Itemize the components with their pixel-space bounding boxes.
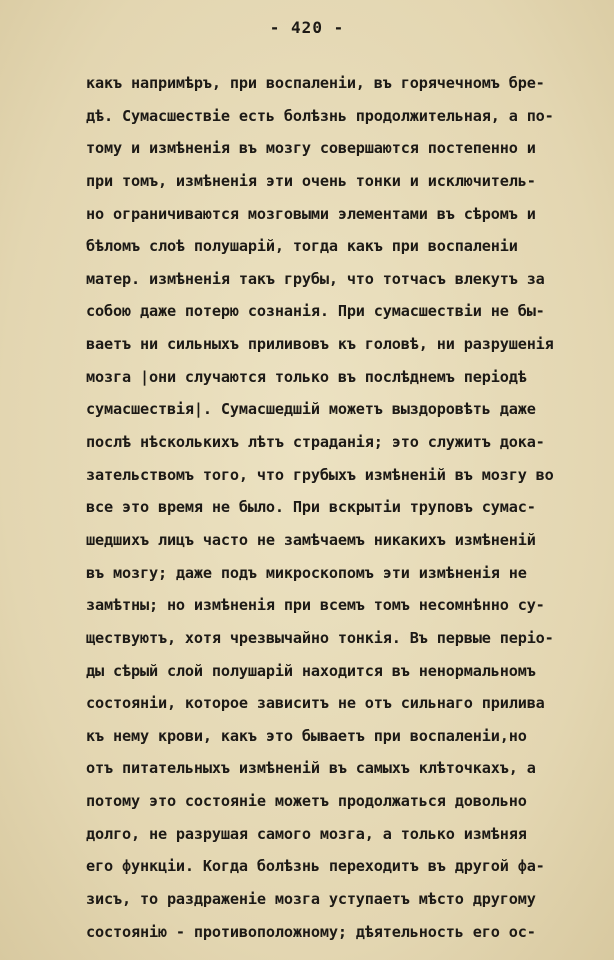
- text-line: тому и измѣненiя въ мозгу совершаются постепенно и: [86, 139, 536, 158]
- text-line: но ограничиваются мозговыми элементами въ сѣромъ и: [86, 204, 536, 223]
- text-line: ды сѣрый слой полушарiй находится въ ненормальномъ: [86, 661, 536, 680]
- text-line: матер. измѣненiя такъ грубы, что тотчасъ влекутъ за: [86, 269, 545, 288]
- text-line: долго, не разрушая самого мозга, а только измѣняя: [86, 824, 527, 843]
- body-text: [86, 71, 554, 952]
- text-line: замѣтны; но измѣненiя при всемъ томъ несомнѣнно су-: [86, 596, 545, 615]
- page-number: - 420 -: [269, 18, 345, 37]
- text-line: какъ напримѣръ, при воспаленiи, въ горячечномъ бре-: [86, 74, 545, 92]
- text-line: собою даже потерю сознанiя. При сумасшествiи не бы-: [86, 302, 545, 321]
- text-line: бѣломъ слоѣ полушарiй, тогда какъ при воспаленiи: [86, 237, 518, 256]
- text-line: ваетъ ни сильныхъ приливовъ къ головѣ, ни разрушенiя: [86, 335, 554, 354]
- text-line: отъ питательныхъ измѣненiй въ самыхъ клѣточкахъ, а: [86, 759, 536, 778]
- text-line: къ нему крови, какъ это бываетъ при воспаленiи,но: [86, 726, 527, 745]
- text-line: его функцiи. Когда болѣзнь переходитъ въ другой фа-: [86, 857, 545, 876]
- text-line: зисъ, то раздраженiе мозга уступаетъ мѣсто другому: [86, 890, 536, 909]
- text-line: зательствомъ того, что грубыхъ измѣненiй въ мозгу во: [86, 465, 554, 484]
- text-line: въ мозгу; даже подъ микроскопомъ эти измѣненiя не: [86, 563, 527, 582]
- text-line: при томъ, измѣненiя эти очень тонки и исключитель-: [86, 171, 536, 190]
- text-line: ществуютъ, хотя чрезвычайно тонкiя. Въ первые перiо-: [86, 628, 554, 647]
- text-line: потому это состоянiе можетъ продолжаться довольно: [86, 792, 527, 811]
- text-line: послѣ нѣсколькихъ лѣтъ страданiя; это служитъ дока-: [86, 433, 545, 452]
- text-line: все это время не было. При вскрытiи труповъ сумас-: [86, 498, 536, 517]
- text-line: состоянiю - противоположному; дѣятельность его ос-: [86, 922, 536, 941]
- text-line: дѣ. Сумасшествiе есть болѣзнь продолжительная, а по-: [86, 106, 554, 125]
- text-line: шедшихъ лицъ часто не замѣчаемъ никакихъ измѣненiй: [86, 530, 536, 549]
- text-line: состоянiи, которое зависитъ не отъ сильнаго прилива: [86, 694, 545, 713]
- text-line: сумасшествiя|. Сумасшедшiй можетъ выздоровѣть даже: [86, 400, 536, 419]
- text-line: мозга |они случаются только въ послѣднемъ перiодѣ: [86, 367, 527, 386]
